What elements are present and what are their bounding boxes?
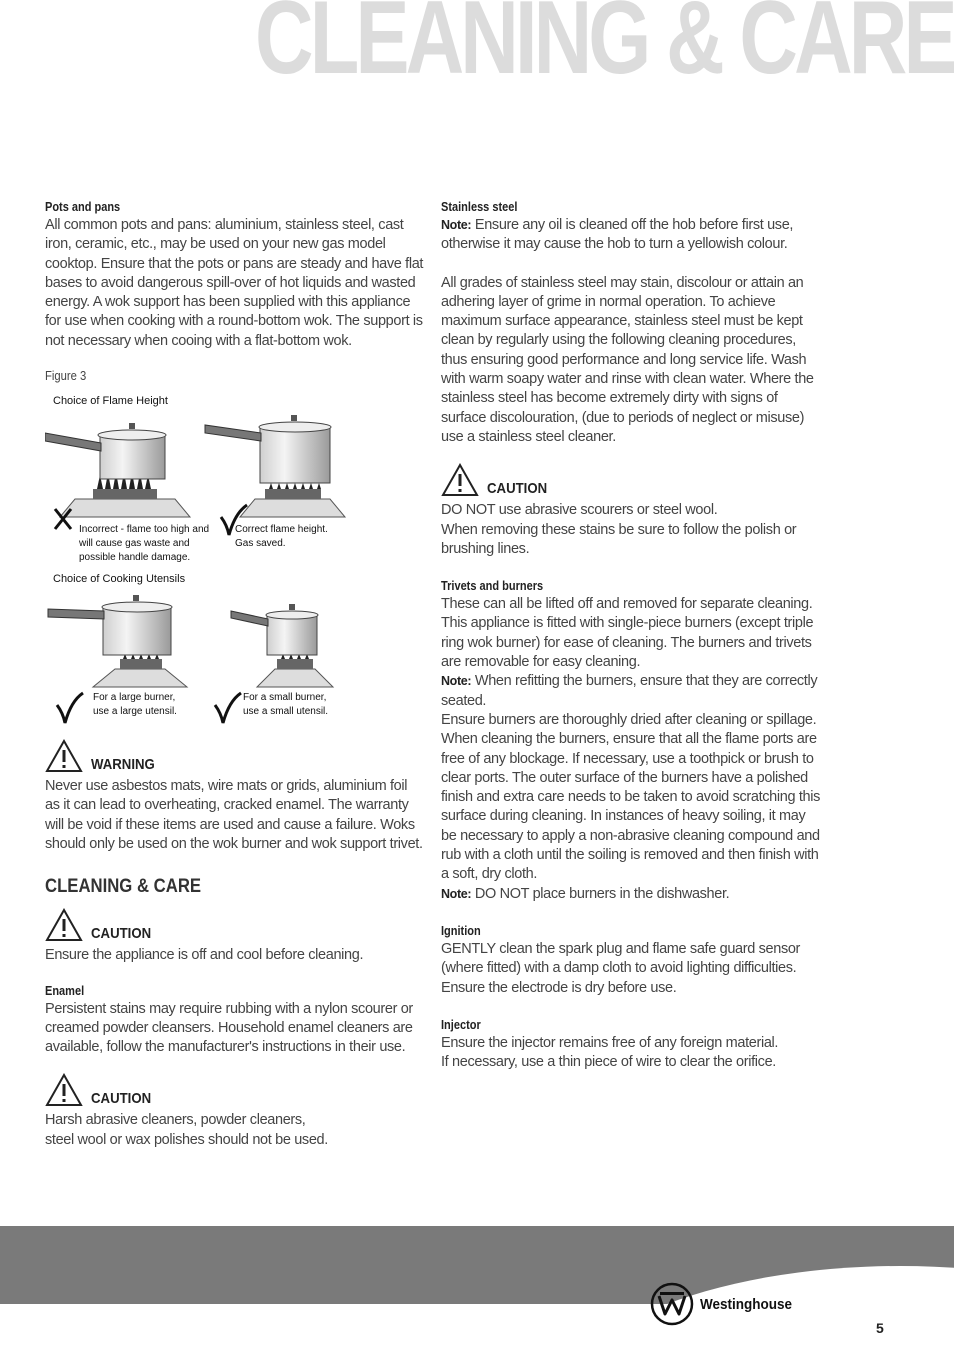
caution-alert-2 bbox=[45, 1073, 425, 1107]
pot-large-utensil bbox=[48, 595, 187, 687]
pot-flame-too-high bbox=[45, 423, 190, 517]
caution-alert-3 bbox=[441, 463, 821, 497]
enamel-heading: Enamel bbox=[45, 983, 85, 998]
left-column bbox=[45, 198, 425, 1150]
stainless-body: All grades of stainless steel may stain, discolour or attain an adhering layer of grime in normal operation. To achieve maximum surface appearance, stainless steel must be kept clean by regularly using the following cleaning procedures, thus ensuring good performance and long service life. Wash with warm soapy water and rinse with clean water. Where the stainless steel has become extremely dirty with signs of surface discolouration, (due to periods of neglect or misuse) use a stainless steel cleaner. bbox=[441, 274, 814, 445]
footer-band bbox=[0, 1226, 954, 1304]
flame-height-title: Choice of Flame Height bbox=[53, 395, 168, 408]
caution-alert-1 bbox=[45, 908, 425, 942]
trivets-heading: Trivets and burners bbox=[441, 579, 544, 594]
warning-body: Never use asbestos mats, wire mats or grids, aluminium foil as it can lead to overheating, cracked enamel. The warranty will be void if these items are used and cause a failure. Woks should only be used on the wok burner and wok support trivet. bbox=[45, 778, 423, 852]
page-number: 5 bbox=[876, 1320, 884, 1336]
large-utensil-note: For a large burner, use a large utensil. bbox=[93, 692, 177, 718]
warning-label: WARNING bbox=[91, 756, 155, 774]
trivets-note-2: Note: DO NOT place burners in the dishwasher. bbox=[441, 885, 730, 902]
small-utensil-note: For a small burner, use a small utensil. bbox=[243, 692, 329, 718]
caution-body: Ensure the appliance is off and cool before cleaning. bbox=[45, 947, 364, 964]
trivets-body: These can all be lifted off and removed for separate cleaning. This appliance is fitted with single-piece burners (except triple ring wok burner) for ease of cleaning. The burners and trivets are removable for easy cleaning. bbox=[441, 596, 814, 671]
flame-bad-note: Incorrect - flame too high and will cause gas waste and possible handle damage. bbox=[79, 524, 210, 564]
warning-triangle-icon bbox=[45, 908, 83, 942]
figure-3 bbox=[45, 389, 385, 729]
pot-correct-flame bbox=[205, 415, 345, 517]
caution-body: DO NOT use abrasive scourers or steel wool. When removing these stains be sure to follow the polish or brushing lines. bbox=[441, 502, 797, 557]
warning-triangle-icon bbox=[45, 739, 83, 773]
trivets-body-2: Ensure burners are thoroughly dried after cleaning or spillage. When cleaning the burners, ensure that all the flame ports are free of any blockage. If necessary, use a toothpick or brush to clear ports. The outer surface of the burners have a polished finish and extra care needs to be taken to avoid scratching this surface during cleaning. In instances of heavy soiling, it may be necessary to apply a non-abrasive cleaning compound and rub with a cloth until the soiling is removed and then finish with a soft, dry cloth. bbox=[441, 711, 821, 883]
stainless-note: Note: Ensure any oil is cleaned off the hob before first use, otherwise it may cause the hob to turn a yellowish colour. bbox=[441, 217, 794, 253]
brand-logo bbox=[650, 1282, 802, 1326]
ignition-body: GENTLY clean the spark plug and flame safe guard sensor (where fitted) with a damp cloth to avoid lighting difficulties. Ensure the electrode is dry before use. bbox=[441, 940, 801, 996]
caution-label: CAUTION bbox=[487, 480, 548, 498]
pots-heading: Pots and pans bbox=[45, 200, 121, 214]
cross-mark-icon bbox=[55, 509, 71, 529]
right-column bbox=[441, 198, 821, 1072]
pot-small-utensil bbox=[231, 604, 333, 687]
trivets-note-1: Note: When refitting the burners, ensure that they are correctly seated. bbox=[441, 673, 818, 709]
caution-label: CAUTION bbox=[91, 925, 152, 943]
warning-triangle-icon bbox=[441, 463, 479, 497]
pots-body: All common pots and pans: aluminium, stainless steel, cast iron, ceramic, etc., may be used on your new gas model cooktop. Ensure that the pots or pans are steady and have flat bases to avoid dangerous spill-over of hot liquids and wasted energy. A wok support has been supplied with this appliance for use when cooking with a round-bottom wok. The support is not necessary when cooing with a flat-bottom wok. bbox=[45, 217, 424, 349]
caution-body: Harsh abrasive cleaners, powder cleaners, steel wool or wax polishes should not be used. bbox=[45, 1112, 328, 1148]
check-mark-icon bbox=[57, 693, 83, 723]
injector-heading: Injector bbox=[441, 1017, 481, 1032]
figure-label: Figure 3 bbox=[45, 369, 87, 384]
westinghouse-logo-icon bbox=[650, 1282, 694, 1326]
warning-triangle-icon bbox=[45, 1073, 83, 1107]
caution-label: CAUTION bbox=[91, 1090, 152, 1108]
ignition-heading: Ignition bbox=[441, 923, 481, 938]
warning-alert bbox=[45, 739, 425, 773]
check-mark-icon bbox=[215, 693, 241, 723]
utensil-title: Choice of Cooking Utensils bbox=[53, 573, 186, 586]
injector-body: Ensure the injector remains free of any foreign material. If necessary, use a thin piece of wire to clear the orifice. bbox=[441, 1034, 779, 1071]
flame-good-note: Correct flame height. Gas saved. bbox=[235, 524, 328, 550]
brand-name: Westinghouse bbox=[700, 1295, 793, 1313]
section-heading: CLEANING & CARE bbox=[45, 876, 202, 898]
stainless-heading: Stainless steel bbox=[441, 200, 518, 214]
page-title: CLEANING & CARE bbox=[255, 0, 954, 96]
enamel-body: Persistent stains may require rubbing with a nylon scourer or creamed powder cleansers. Household enamel cleaners are available, follow the manufacturer's instructions in their use. bbox=[45, 1000, 413, 1056]
